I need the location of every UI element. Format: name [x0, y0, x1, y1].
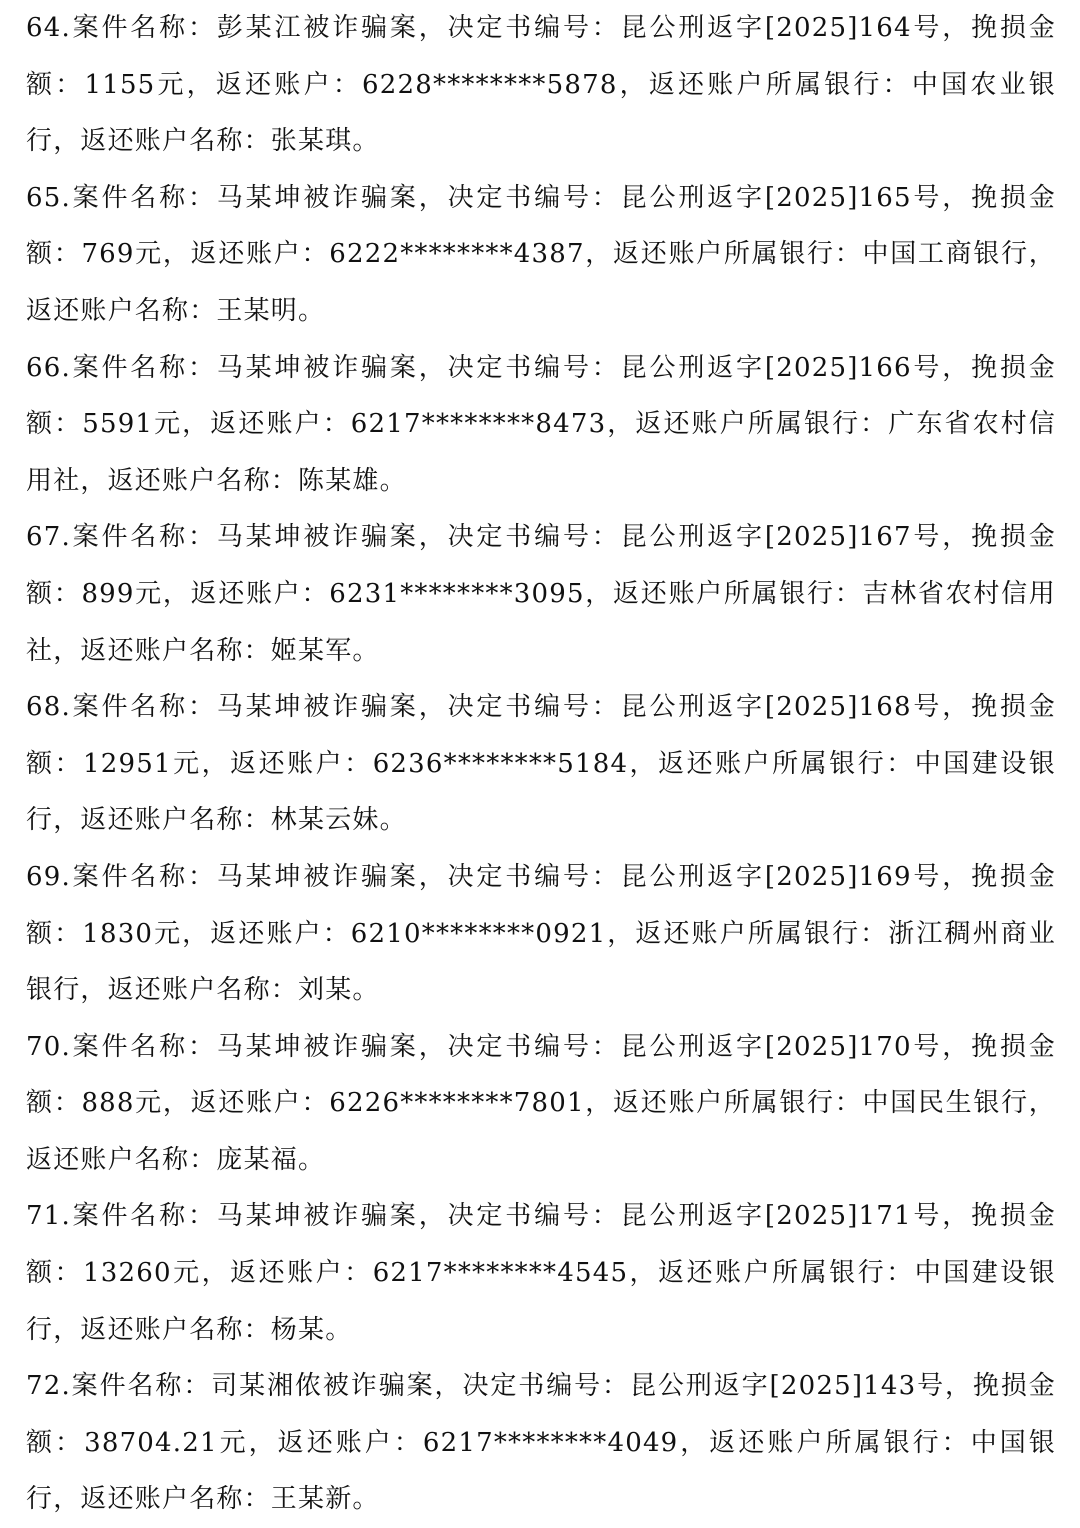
entry-71: 71.案件名称：马某坤被诈骗案，决定书编号：昆公刑返字[2025]171号，挽损金额：13260元，返还账户：6217********4545，返还账户所属银行：中国建设银行，返还账户名称：杨某。 [26, 1201, 1056, 1345]
entry-69: 69.案件名称：马某坤被诈骗案，决定书编号：昆公刑返字[2025]169号，挽损金额：1830元，返还账户：6210********0921，返还账户所属银行：浙江稠州商业银行，返还账户名称：刘某。 [26, 861, 1056, 1006]
entry-68: 68.案件名称：马某坤被诈骗案，决定书编号：昆公刑返字[2025]168号，挽损金额：12951元，返还账户：6236********5184，返还账户所属银行：中国建设银行，返还账户名称：林某云妹。 [26, 692, 1056, 836]
entry-65: 65.案件名称：马某坤被诈骗案，决定书编号：昆公刑返字[2025]165号，挽损金额：769元，返还账户：6222********4387，返还账户所属银行：中国工商银行，返还账户名称：王某明。 [26, 182, 1056, 326]
entry-66: 66.案件名称：马某坤被诈骗案，决定书编号：昆公刑返字[2025]166号，挽损金额：5591元，返还账户：6217********8473，返还账户所属银行：广东省农村信用社，返还账户名称：陈某雄。 [26, 352, 1056, 496]
document-body [26, 0, 1056, 1528]
entry-64: 64.案件名称：彭某江被诈骗案，决定书编号：昆公刑返字[2025]164号，挽损金额：1155元，返还账户：6228********5878，返还账户所属银行：中国农业银行，返还账户名称：张某琪。 [26, 13, 1056, 157]
entry-67: 67.案件名称：马某坤被诈骗案，决定书编号：昆公刑返字[2025]167号，挽损金额：899元，返还账户：6231********3095，返还账户所属银行：吉林省农村信用社，返还账户名称：姬某军。 [26, 522, 1056, 666]
entry-72: 72.案件名称：司某湘侬被诈骗案，决定书编号：昆公刑返字[2025]143号，挽损金额：38704.21元，返还账户：6217********4049，返还账户所属银行：中国银行，返还账户名称：王某新。 [26, 1371, 1056, 1515]
entry-70: 70.案件名称：马某坤被诈骗案，决定书编号：昆公刑返字[2025]170号，挽损金额：888元，返还账户：6226********7801，返还账户所属银行：中国民生银行，返还账户名称：庞某福。 [26, 1031, 1056, 1175]
